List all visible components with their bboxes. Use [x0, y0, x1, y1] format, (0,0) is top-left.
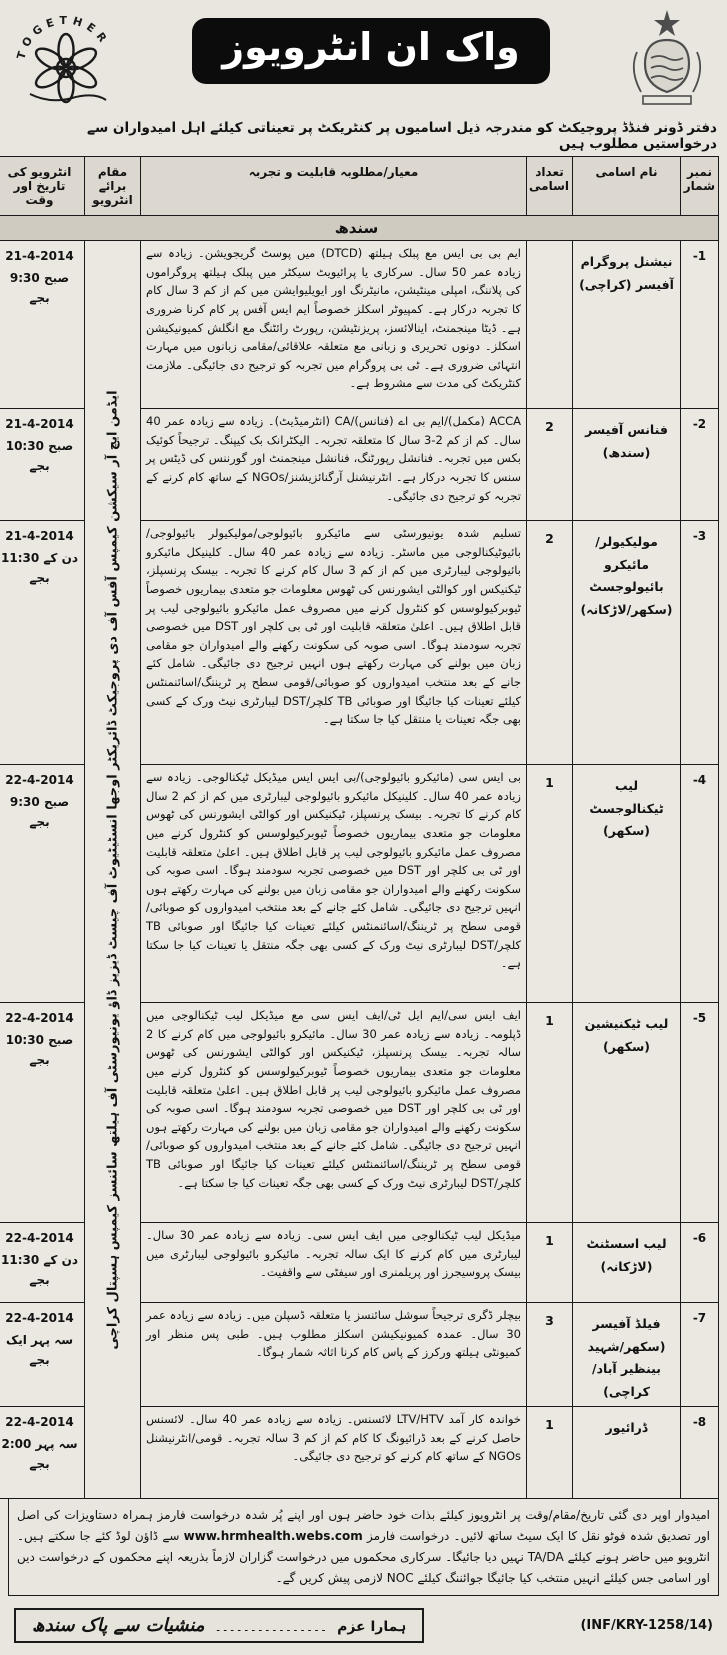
post-name: ڈرائیور [573, 1407, 681, 1499]
criteria-text: بیچلر ڈگری ترجیحاً سوشل سائنسز یا متعلقہ ڈسپلن میں۔ زیادہ سے زیادہ عمر 30 سال۔ عمدہ کمیونیکیشن اسکلز مطلوب ہیں۔ طبی پس منظر اور کمیونٹی ہیلتھ ورکرز کے پاس کام کرنا اثاثہ شمار ہوگا۔ [141, 1303, 527, 1407]
interview-datetime [0, 409, 85, 521]
col-header-serial: نمبر شمار [681, 157, 719, 216]
post-count: 2 [527, 409, 573, 521]
criteria-text: ایم بی بی ایس مع پبلک ہیلتھ (DTCD) میں پوسٹ گریجویشن۔ زیادہ سے زیادہ عمر 50 سال۔ سرکاری یا پرائیویٹ سیکٹر میں پبلک ہیلتھ پروگراموں کی پلاننگ، امپلی مینٹیشن، مانیٹرنگ اور ایویلیوایشن میں کم از کم 3 سال کام کا تجربہ درکار ہے۔ کمپیوٹر اسکلز خصوصاً ایم ایس آفس پر کام کرنا ضروری ہے۔ ڈیٹا مینجمنٹ، اینالائسز، پریزنٹیشن، رپورٹ رائٹنگ مع انگلش کمیونیکیشن اسکلز۔ دونوں تحریری و زبانی مع متعلقہ علاقائی/مقامی زبانوں میں مہارت انتہائی ضروری ہے۔ ٹی بی پروگرام میں تجربہ کو ترجیح دی جائیگی۔ ملازمت کنٹریکٹ کی مدت سے مشروط ہے۔ [141, 241, 527, 409]
jobs-table [0, 156, 719, 1499]
criteria-text: تسلیم شدہ یونیورسٹی سے مائیکرو بائیولوجی/مولیکیولر بائیولوجی/بائیوٹیکنالوجی میں ماسٹر۔ زیادہ سے زیادہ عمر 40 سال۔ کلینیکل مائیکرو بائیولوجی لیبارٹری میں کم از کم 3 سال کام کرنے کا تجربہ۔ بیسک پرنسپلز، ٹیکنیکس اور کوالٹی ایشورنس کی ٹھوس معلومات جو متعدی بیماریوں خصوصاً ٹیوبرکیولوسس کو کنٹرول کرنے میں مصروف عمل مائیکرو بائیولوجی لیب پر قابل اطلاق ہیں۔ اعلیٰ متعلقہ قابلیت اور ٹی بی کلچر اور DST میں خصوصی تجربہ سودمند ہوگا۔ اسی صوبہ کی سکونت رکھنے والے امیدواران جو مقامی زبان میں بولنے کی مہارت رکھتے ہوں انہیں ترجیح دی جائیگی۔ شامل کئے جانے کے بعد منتخب امیدواروں کو صوبائی/قومی سطح پر ٹریننگ/اسائنمنٹس کیلئے تعینات کیا جائیگا اور صوبائی TB کلچر/DST لیبارٹری نیٹ ورک کے کسی بھی جگہ تعینات یا منتقل کیا جا سکتا ہے۔ [141, 521, 527, 765]
interview-date: 21-4-2014 [5, 249, 74, 263]
ad-reference-number: (INF/KRY-1258/14) [580, 1618, 713, 1633]
section-row [0, 216, 719, 241]
footer-strip [8, 1596, 719, 1651]
slogan-label: ہمارا عزم [337, 1619, 407, 1635]
col-header-count: تعداد اسامی [527, 157, 573, 216]
slogan-dots: ۔۔۔۔۔۔۔۔۔۔۔۔۔۔۔۔ [214, 1620, 328, 1634]
col-header-datetime: انٹرویو کی تاریخ اور وقت [0, 157, 85, 216]
sindh-crest-icon [621, 8, 713, 108]
website-url: www.hrmhealth.webs.com [183, 1529, 363, 1543]
serial-number: -6 [681, 1223, 719, 1303]
post-name: لیب ٹیکنیشین (سکھر) [573, 1003, 681, 1223]
interview-datetime [0, 241, 85, 409]
interview-date: 21-4-2014 [5, 417, 74, 431]
interview-time: صبح 9:30 بجے [9, 271, 70, 306]
col-header-criteria: معیار/مطلوبہ قابلیت و تجربہ [141, 157, 527, 216]
interview-datetime [0, 1407, 85, 1499]
table-header-row [0, 157, 719, 216]
section-title: سندھ [0, 216, 719, 241]
slogan-value: منشیات سے پاک سندھ [32, 1615, 205, 1636]
criteria-text: بی ایس سی (مائیکرو بائیولوجی)/بی ایس ایس میڈیکل ٹیکنالوجی۔ زیادہ سے زیادہ عمر 40 سال۔ کلینیکل مائیکرو بائیولوجی لیبارٹری میں کم از کم 2 سال کام کرنے کا تجربہ۔ بیسک پرنسپلز، ٹیکنیکس اور کوالٹی ایشورنس کی ٹھوس معلومات جو متعدی بیماریوں خصوصاً ٹیوبرکیولوسس کو کنٹرول کرنے میں مصروف عمل مائیکرو بائیولوجی لیب پر قابل اطلاق ہیں۔ اعلیٰ متعلقہ قابلیت اور ٹی بی کلچر اور DST میں خصوصی تجربہ سودمند ہوگا۔ اسی صوبہ کی سکونت رکھنے والے امیدواران جو مقامی زبان میں بولنے کی مہارت رکھتے ہوں انہیں ترجیح دی جائیگی۔ شامل کئے جانے کے بعد منتخب امیدواروں کو صوبائی/قومی سطح پر ٹریننگ/اسائنمنٹس کیلئے تعینات کیا جائیگا اور صوبائی TB کلچر/DST لیبارٹری نیٹ ورک کے کسی بھی جگہ منتقل یا تعینات کیا جا سکتا ہے۔ [141, 765, 527, 1003]
venue-cell [85, 241, 141, 1499]
header [8, 6, 719, 114]
serial-number: -2 [681, 409, 719, 521]
svg-text:6: 6 [61, 61, 71, 76]
interview-datetime [0, 1303, 85, 1407]
criteria-text: ACCA (مکمل)/ایم بی اے (فنانس)/CA (انٹرمیڈیٹ)۔ زیادہ سے زیادہ عمر 40 سال۔ کم از کم 2-3 سال کا متعلقہ تجربہ۔ الیکٹرانک بک کیپنگ۔ ترجیحاً کوئیک بکس میں تجربہ۔ فنانشل رپورٹنگ، فنانشل مینجمنٹ اور گورننس کی ڈیٹس پر سنس کا تجربہ درکار ہے۔ انٹرنیشنل آرگنائزیشنز/NGOs کے ساتھ کام کرنے کے تجربہ کو ترجیح دی جائیگی۔ [141, 409, 527, 521]
post-name: لیب ٹیکنالوجسٹ (سکھر) [573, 765, 681, 1003]
post-count: 1 [527, 1003, 573, 1223]
interview-time: صبح 10:30 بجے [5, 439, 74, 474]
post-name: فیلڈ آفیسر (سکھر/شہید بینظیر آباد/کراچی) [573, 1303, 681, 1407]
post-count: 3 [527, 1303, 573, 1407]
sindh-government-emblem [617, 8, 717, 112]
interview-date: 22-4-2014 [5, 1231, 74, 1245]
serial-number: -5 [681, 1003, 719, 1223]
post-name: مولیکیولر/مائیکرو بائیولوجسٹ (سکھر/لاڑکانہ) [573, 521, 681, 765]
interview-time: صبح 10:30 بجے [5, 1033, 74, 1068]
interview-datetime [0, 521, 85, 765]
criteria-text: خواندہ کار آمد LTV/HTV لائسنس۔ زیادہ سے زیادہ عمر 40 سال۔ لائسنس حاصل کرنے کے بعد ڈرائیونگ کا کام کم از کم 3 سالہ تجربہ۔ قومی/انٹرنیشنل NGOs کے ساتھ کام کرنے کو ترجیح دی جائیگی۔ [141, 1407, 527, 1499]
interview-time: صبح 9:30 بجے [9, 795, 70, 830]
post-count [527, 241, 573, 409]
page-title: واک ان انٹرویوز [222, 25, 520, 69]
together-logo [10, 8, 125, 114]
post-name: فنانس آفیسر (سندھ) [573, 409, 681, 521]
post-count: 1 [527, 1407, 573, 1499]
criteria-text: ایف ایس سی/ایم ایل ٹی/ایف ایس سی مع میڈیکل لیب ٹیکنالوجی میں ڈپلومہ۔ زیادہ سے زیادہ عمر 30 سال۔ مائیکرو بائیولوجی میں کام کرنے کا 2 سالہ تجربہ۔ بیسک پرنسپلز، ٹیکنیکس اور کوالٹی ایشورنس کی ٹھوس معلومات جو متعدی بیماریوں خصوصاً ٹیوبرکیولوسس کو کنٹرول کرنے میں مصروف عمل مائیکرو بائیولوجی لیب پر قابل اطلاق ہیں۔ اعلیٰ متعلقہ قابلیت اور ٹی بی کلچر اور DST میں خصوصی تجربہ سودمند ہوگا۔ اسی صوبہ کی سکونت رکھنے والے امیدواران جو مقامی زبان میں بولنے کی مہارت رکھتے ہوں انہیں ترجیح دی جائیگی۔ شامل کئے جانے کے بعد منتخب امیدواروں کو صوبائی/قومی سطح پر ٹریننگ/اسائنمنٹس کیلئے تعینات کیا جائیگا اور صوبائی TB کلچر/DST لیبارٹری نیٹ ورک کے کسی بھی جگہ تعینات کیا جا سکتا ہے۔ [141, 1003, 527, 1223]
slogan-box [14, 1608, 424, 1643]
post-count: 2 [527, 521, 573, 765]
interview-datetime [0, 1003, 85, 1223]
col-header-post: نام اسامی [573, 157, 681, 216]
interview-date: 22-4-2014 [5, 1311, 74, 1325]
serial-number: -4 [681, 765, 719, 1003]
post-name: لیب اسسٹنٹ (لاڑکانہ) [573, 1223, 681, 1303]
serial-number: -8 [681, 1407, 719, 1499]
interview-time: دن کے 11:30 بجے [1, 551, 78, 586]
note-text-1: امیدوار اوپر دی گئی تاریخ/مقام/وقت پر انٹرویوز کیلئے بذات خود حاضر ہوں اور اپنے پُر شدہ درخواست فارمز ہمراہ دستاویزات کی اصل اور تصدیق شدہ فوٹو نقل کا ایک سیٹ ساتھ لائیں۔ درخواست فارمز [17, 1508, 710, 1543]
post-count: 1 [527, 765, 573, 1003]
interview-time: دن کے 11:30 بجے [1, 1253, 78, 1288]
serial-number: -7 [681, 1303, 719, 1407]
intro-line: دفتر ڈونر فنڈڈ پروجیکٹ کو مندرجہ ذیل اسامیوں پر کنٹریکٹ پر تعیناتی کیلئے اہل امیدواران سے درخواستیں مطلوب ہیں [87, 120, 717, 152]
job-row [0, 241, 719, 409]
interview-datetime [0, 1223, 85, 1303]
serial-number: -3 [681, 521, 719, 765]
post-count: 1 [527, 1223, 573, 1303]
post-name: نیشنل پروگرام آفیسر (کراچی) [573, 241, 681, 409]
note-text-2: سے ڈاؤن لوڈ کئے جا سکتے ہیں۔ انٹرویو میں حاضر ہونے کیلئے TA/DA نہیں دیا جائیگا۔ سرکاری محکموں میں درخواست گزاران لازماً بذریعہ اپنے محکموں کے درخواست دیں اور اسامی جس کیلئے انہیں منتخب کیا جائیگا جوائننگ کیلئے NOC لازمی پیش کریں گے۔ [17, 1529, 711, 1585]
interview-time: سہ پہر 2:00 بجے [1, 1437, 78, 1472]
interview-date: 21-4-2014 [5, 529, 74, 543]
col-header-venue: مقام برائے انٹرویو [85, 157, 141, 216]
venue-text: ایڈمن ایچ آر سیکشن کیمپس آفس آف دی پروجیکٹ ڈائریکٹر اوجھا انسٹیٹیوٹ آف چیسٹ ڈیزیز ڈاؤ یونیورسٹی آف ہیلتھ سائنسز کیمپس ہسپتال کراچی [105, 389, 120, 1350]
interview-date: 22-4-2014 [5, 1415, 74, 1429]
interview-date: 22-4-2014 [5, 773, 74, 787]
instructions-note [8, 1499, 719, 1596]
interview-time: سہ پہر ایک بجے [5, 1333, 74, 1368]
svg-text:TOGETHER: TOGETHER [14, 13, 113, 61]
interview-date: 22-4-2014 [5, 1011, 74, 1025]
serial-number: -1 [681, 241, 719, 409]
interview-datetime [0, 765, 85, 1003]
criteria-text: میڈیکل لیب ٹیکنالوجی میں ایف ایس سی۔ زیادہ سے زیادہ عمر 30 سال۔ لیبارٹری میں کام کرنے کا ایک سالہ تجربہ۔ مائیکرو بائیولوجی لیبارٹری میں بیسک پروسیجرز اور پریلمنری اور سیفٹی سے واقفیت۔ [141, 1223, 527, 1303]
together-flower-icon [10, 8, 122, 110]
title-banner [192, 18, 550, 84]
